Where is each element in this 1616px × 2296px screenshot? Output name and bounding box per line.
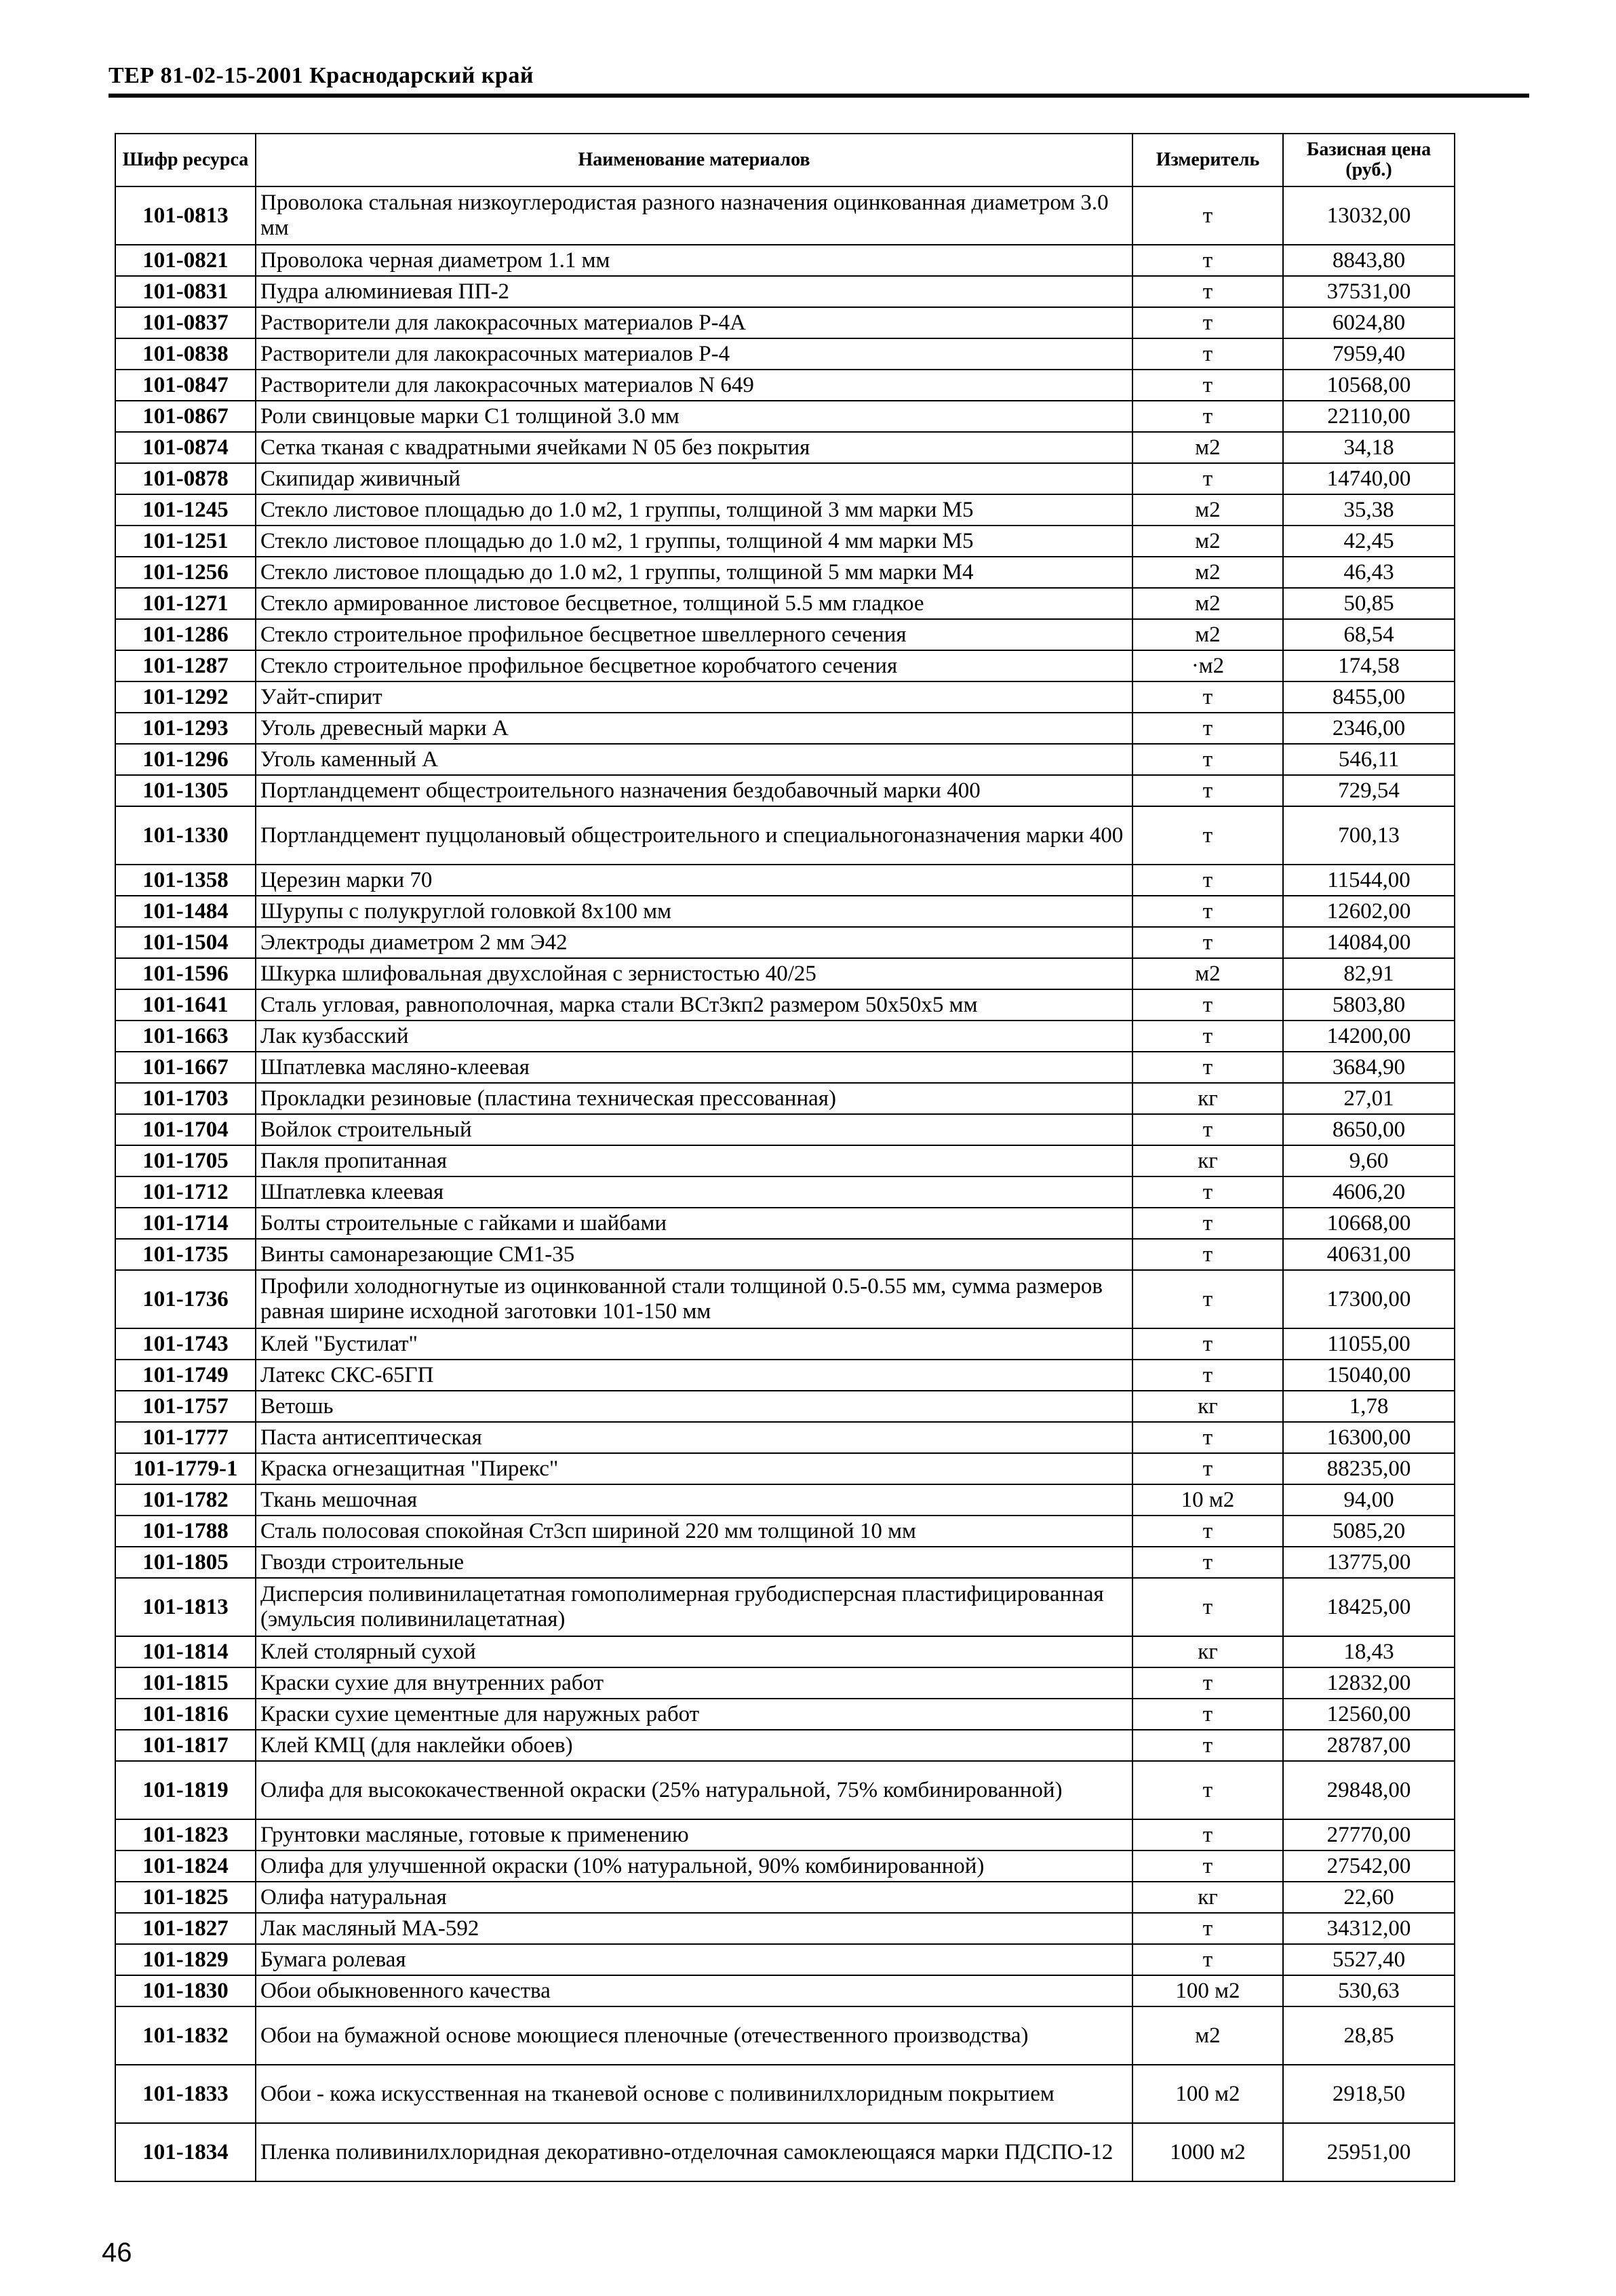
price-cell: 28787,00 <box>1283 1730 1455 1761</box>
code-cell: 101-1296 <box>115 744 256 775</box>
unit-cell: т <box>1132 370 1283 401</box>
unit-cell: 10 м2 <box>1132 1484 1283 1516</box>
code-cell: 101-1596 <box>115 958 256 989</box>
table-row <box>115 1484 1455 1516</box>
unit-cell: т <box>1132 1578 1283 1636</box>
name-cell: Паста антисептическая <box>256 1422 1132 1453</box>
name-cell: Прокладки резиновые (пластина техническая прессованная) <box>256 1083 1132 1114</box>
price-cell: 11055,00 <box>1283 1328 1455 1360</box>
unit-cell: т <box>1132 775 1283 806</box>
name-cell: Олифа натуральная <box>256 1882 1132 1913</box>
price-cell: 10668,00 <box>1283 1208 1455 1239</box>
table-row <box>115 713 1455 744</box>
code-cell: 101-0813 <box>115 186 256 245</box>
code-cell: 101-1817 <box>115 1730 256 1761</box>
unit-cell: т <box>1132 1819 1283 1850</box>
unit-cell: т <box>1132 1114 1283 1145</box>
price-cell: 6024,80 <box>1283 307 1455 338</box>
code-cell: 101-0837 <box>115 307 256 338</box>
code-cell: 101-1749 <box>115 1360 256 1391</box>
code-cell: 101-1667 <box>115 1052 256 1083</box>
price-cell: 46,43 <box>1283 557 1455 588</box>
table-row <box>115 989 1455 1021</box>
name-cell: Сталь полосовая спокойная Ст3сп шириной 220 мм толщиной 10 мм <box>256 1516 1132 1547</box>
code-cell: 101-1743 <box>115 1328 256 1360</box>
code-cell: 101-1251 <box>115 526 256 557</box>
price-cell: 729,54 <box>1283 775 1455 806</box>
price-cell: 68,54 <box>1283 619 1455 650</box>
code-cell: 101-0821 <box>115 245 256 276</box>
unit-cell: т <box>1132 307 1283 338</box>
table-row <box>115 338 1455 370</box>
table-row <box>115 1083 1455 1114</box>
price-cell: 14084,00 <box>1283 927 1455 958</box>
price-cell: 12560,00 <box>1283 1699 1455 1730</box>
name-cell: Олифа для высококачественной окраски (25% натуральной, 75% комбинированной) <box>256 1761 1132 1819</box>
name-cell: Портландцемент общестроительного назначения бездобавочный марки 400 <box>256 775 1132 806</box>
table-row <box>115 557 1455 588</box>
price-cell: 34,18 <box>1283 432 1455 463</box>
table-row <box>115 245 1455 276</box>
unit-cell: т <box>1132 1516 1283 1547</box>
price-cell: 7959,40 <box>1283 338 1455 370</box>
unit-cell: кг <box>1132 1636 1283 1667</box>
name-cell: Пудра алюминиевая ПП-2 <box>256 276 1132 307</box>
code-cell: 101-1292 <box>115 681 256 713</box>
table-row <box>115 1667 1455 1699</box>
table-row <box>115 276 1455 307</box>
table-row <box>115 1453 1455 1484</box>
code-cell: 101-1358 <box>115 865 256 896</box>
name-cell: Стекло листовое площадью до 1.0 м2, 1 группы, толщиной 3 мм марки М5 <box>256 494 1132 526</box>
price-cell: 27770,00 <box>1283 1819 1455 1850</box>
name-cell: Бумага ролевая <box>256 1944 1132 1975</box>
table-row <box>115 1850 1455 1882</box>
unit-cell: м2 <box>1132 432 1283 463</box>
code-cell: 101-0847 <box>115 370 256 401</box>
price-cell: 40631,00 <box>1283 1239 1455 1270</box>
name-cell: Электроды диаметром 2 мм Э42 <box>256 927 1132 958</box>
unit-cell: 100 м2 <box>1132 2065 1283 2123</box>
name-cell: Ветошь <box>256 1391 1132 1422</box>
code-cell: 101-1833 <box>115 2065 256 2123</box>
price-cell: 3684,90 <box>1283 1052 1455 1083</box>
price-cell: 42,45 <box>1283 526 1455 557</box>
unit-cell: т <box>1132 1761 1283 1819</box>
name-cell: Уголь древесный марки А <box>256 713 1132 744</box>
code-cell: 101-1712 <box>115 1176 256 1208</box>
code-cell: 101-1293 <box>115 713 256 744</box>
table-body <box>115 186 1455 2181</box>
unit-cell: т <box>1132 1913 1283 1944</box>
code-cell: 101-1757 <box>115 1391 256 1422</box>
unit-cell: т <box>1132 1453 1283 1484</box>
name-cell: Обои - кожа искусственная на тканевой основе с поливинилхлоридным покрытием <box>256 2065 1132 2123</box>
code-cell: 101-1823 <box>115 1819 256 1850</box>
code-cell: 101-1705 <box>115 1145 256 1176</box>
code-cell: 101-1779-1 <box>115 1453 256 1484</box>
table-row <box>115 2123 1455 2181</box>
name-cell: Уайт-спирит <box>256 681 1132 713</box>
unit-cell: т <box>1132 806 1283 865</box>
price-cell: 27542,00 <box>1283 1850 1455 1882</box>
price-cell: 5085,20 <box>1283 1516 1455 1547</box>
code-cell: 101-1736 <box>115 1270 256 1328</box>
code-cell: 101-0878 <box>115 463 256 494</box>
code-cell: 101-1832 <box>115 2006 256 2065</box>
code-cell: 101-1782 <box>115 1484 256 1516</box>
table-row <box>115 744 1455 775</box>
table-row <box>115 1819 1455 1850</box>
code-cell: 101-1663 <box>115 1021 256 1052</box>
name-cell: Грунтовки масляные, готовые к применению <box>256 1819 1132 1850</box>
price-cell: 2346,00 <box>1283 713 1455 744</box>
unit-cell: т <box>1132 1422 1283 1453</box>
table-row <box>115 463 1455 494</box>
price-cell: 11544,00 <box>1283 865 1455 896</box>
name-cell: Винты самонарезающие СМ1-35 <box>256 1239 1132 1270</box>
unit-cell: м2 <box>1132 2006 1283 2065</box>
name-cell: Уголь каменный А <box>256 744 1132 775</box>
unit-cell: м2 <box>1132 958 1283 989</box>
name-cell: Скипидар живичный <box>256 463 1132 494</box>
code-cell: 101-1829 <box>115 1944 256 1975</box>
code-cell: 101-1641 <box>115 989 256 1021</box>
table-row <box>115 1360 1455 1391</box>
table-row <box>115 1391 1455 1422</box>
table-row <box>115 958 1455 989</box>
price-cell: 34312,00 <box>1283 1913 1455 1944</box>
price-cell: 88235,00 <box>1283 1453 1455 1484</box>
price-cell: 18,43 <box>1283 1636 1455 1667</box>
code-cell: 101-1287 <box>115 650 256 681</box>
price-cell: 27,01 <box>1283 1083 1455 1114</box>
name-cell: Шурупы с полукруглой головкой 8х100 мм <box>256 896 1132 927</box>
unit-cell: м2 <box>1132 619 1283 650</box>
code-cell: 101-1735 <box>115 1239 256 1270</box>
header-rule <box>109 94 1529 98</box>
name-cell: Ткань мешочная <box>256 1484 1132 1516</box>
column-header-name: Наименование материалов <box>256 134 1132 186</box>
price-cell: 82,91 <box>1283 958 1455 989</box>
unit-cell: кг <box>1132 1391 1283 1422</box>
unit-cell: т <box>1132 927 1283 958</box>
code-cell: 101-1815 <box>115 1667 256 1699</box>
name-cell: Латекс СКС-65ГП <box>256 1360 1132 1391</box>
code-cell: 101-1256 <box>115 557 256 588</box>
name-cell: Профили холодногнутые из оцинкованной стали толщиной 0.5-0.55 мм, сумма размеров равная ширине исходной заготовки 101-150 мм <box>256 1270 1132 1328</box>
name-cell: Войлок строительный <box>256 1114 1132 1145</box>
name-cell: Растворители для лакокрасочных материалов Р-4А <box>256 307 1132 338</box>
code-cell: 101-1788 <box>115 1516 256 1547</box>
unit-cell: т <box>1132 1699 1283 1730</box>
name-cell: Шкурка шлифовальная двухслойная с зернистостью 40/25 <box>256 958 1132 989</box>
unit-cell: т <box>1132 1021 1283 1052</box>
code-cell: 101-1714 <box>115 1208 256 1239</box>
unit-cell: т <box>1132 1944 1283 1975</box>
unit-cell: ·м2 <box>1132 650 1283 681</box>
name-cell: Клей "Бустилат" <box>256 1328 1132 1360</box>
unit-cell: кг <box>1132 1145 1283 1176</box>
name-cell: Проволока черная диаметром 1.1 мм <box>256 245 1132 276</box>
price-cell: 5803,80 <box>1283 989 1455 1021</box>
name-cell: Пакля пропитанная <box>256 1145 1132 1176</box>
price-cell: 25951,00 <box>1283 2123 1455 2181</box>
price-cell: 12602,00 <box>1283 896 1455 927</box>
unit-cell: т <box>1132 463 1283 494</box>
unit-cell: т <box>1132 1328 1283 1360</box>
table-row <box>115 1114 1455 1145</box>
page-header <box>109 62 1533 90</box>
column-header-price: Базисная цена (руб.) <box>1283 134 1455 186</box>
table-row <box>115 1761 1455 1819</box>
name-cell: Стекло листовое площадью до 1.0 м2, 1 группы, толщиной 5 мм марки М4 <box>256 557 1132 588</box>
name-cell: Лак кузбасский <box>256 1021 1132 1052</box>
code-cell: 101-1305 <box>115 775 256 806</box>
price-cell: 700,13 <box>1283 806 1455 865</box>
table-row <box>115 1270 1455 1328</box>
table-row <box>115 927 1455 958</box>
code-cell: 101-1330 <box>115 806 256 865</box>
table-row <box>115 370 1455 401</box>
table-row <box>115 1422 1455 1453</box>
price-cell: 8843,80 <box>1283 245 1455 276</box>
unit-cell: т <box>1132 1667 1283 1699</box>
unit-cell: т <box>1132 713 1283 744</box>
name-cell: Сталь угловая, равнополочная, марка стали ВСт3кп2 размером 50х50х5 мм <box>256 989 1132 1021</box>
code-cell: 101-1834 <box>115 2123 256 2181</box>
code-cell: 101-1819 <box>115 1761 256 1819</box>
price-cell: 12832,00 <box>1283 1667 1455 1699</box>
name-cell: Клей КМЦ (для наклейки обоев) <box>256 1730 1132 1761</box>
table-row <box>115 1578 1455 1636</box>
unit-cell: т <box>1132 896 1283 927</box>
table-row <box>115 2065 1455 2123</box>
document-title: ТЕР 81-02-15-2001 Краснодарский край <box>109 63 534 88</box>
code-cell: 101-1286 <box>115 619 256 650</box>
name-cell: Сетка тканая с квадратными ячейками N 05 без покрытия <box>256 432 1132 463</box>
name-cell: Краски сухие цементные для наружных работ <box>256 1699 1132 1730</box>
table-row <box>115 1239 1455 1270</box>
table-row <box>115 2006 1455 2065</box>
table-row <box>115 619 1455 650</box>
price-cell: 35,38 <box>1283 494 1455 526</box>
table-row <box>115 1208 1455 1239</box>
unit-cell: т <box>1132 1270 1283 1328</box>
name-cell: Обои обыкновенного качества <box>256 1975 1132 2006</box>
unit-cell: т <box>1132 186 1283 245</box>
unit-cell: т <box>1132 1176 1283 1208</box>
price-cell: 530,63 <box>1283 1975 1455 2006</box>
name-cell: Роли свинцовые марки С1 толщиной 3.0 мм <box>256 401 1132 432</box>
unit-cell: т <box>1132 1239 1283 1270</box>
unit-cell: т <box>1132 989 1283 1021</box>
table-row <box>115 186 1455 245</box>
table-row <box>115 1052 1455 1083</box>
page-number: 46 <box>102 2238 132 2268</box>
table-row <box>115 526 1455 557</box>
unit-cell: кг <box>1132 1083 1283 1114</box>
code-cell: 101-1830 <box>115 1975 256 2006</box>
table-row <box>115 775 1455 806</box>
price-cell: 13032,00 <box>1283 186 1455 245</box>
name-cell: Лак масляный МА-592 <box>256 1913 1132 1944</box>
name-cell: Краски сухие для внутренних работ <box>256 1667 1132 1699</box>
price-cell: 16300,00 <box>1283 1422 1455 1453</box>
table-row <box>115 401 1455 432</box>
name-cell: Церезин марки 70 <box>256 865 1132 896</box>
unit-cell: т <box>1132 1730 1283 1761</box>
code-cell: 101-0867 <box>115 401 256 432</box>
unit-cell: 1000 м2 <box>1132 2123 1283 2181</box>
price-cell: 1,78 <box>1283 1391 1455 1422</box>
materials-table <box>115 133 1455 2182</box>
column-header-unit: Измеритель <box>1132 134 1283 186</box>
name-cell: Олифа для улучшенной окраски (10% натуральной, 90% комбинированной) <box>256 1850 1132 1882</box>
table-row <box>115 1176 1455 1208</box>
price-cell: 22,60 <box>1283 1882 1455 1913</box>
price-cell: 28,85 <box>1283 2006 1455 2065</box>
code-cell: 101-0874 <box>115 432 256 463</box>
price-cell: 174,58 <box>1283 650 1455 681</box>
code-cell: 101-1704 <box>115 1114 256 1145</box>
price-cell: 14200,00 <box>1283 1021 1455 1052</box>
unit-cell: м2 <box>1132 526 1283 557</box>
name-cell: Стекло строительное профильное бесцветное коробчатого сечения <box>256 650 1132 681</box>
table-row <box>115 806 1455 865</box>
price-cell: 8650,00 <box>1283 1114 1455 1145</box>
price-cell: 546,11 <box>1283 744 1455 775</box>
name-cell: Краска огнезащитная "Пирекс" <box>256 1453 1132 1484</box>
unit-cell: т <box>1132 681 1283 713</box>
table-row <box>115 1516 1455 1547</box>
name-cell: Болты строительные с гайками и шайбами <box>256 1208 1132 1239</box>
price-cell: 29848,00 <box>1283 1761 1455 1819</box>
unit-cell: м2 <box>1132 557 1283 588</box>
table-row <box>115 865 1455 896</box>
code-cell: 101-0831 <box>115 276 256 307</box>
table-row <box>115 1730 1455 1761</box>
code-cell: 101-1271 <box>115 588 256 619</box>
name-cell: Портландцемент пуццолановый общестроительного и специальногоназначения марки 400 <box>256 806 1132 865</box>
price-cell: 14740,00 <box>1283 463 1455 494</box>
name-cell: Стекло армированное листовое бесцветное, толщиной 5.5 мм гладкое <box>256 588 1132 619</box>
unit-cell: м2 <box>1132 588 1283 619</box>
code-cell: 101-1827 <box>115 1913 256 1944</box>
price-cell: 17300,00 <box>1283 1270 1455 1328</box>
code-cell: 101-1484 <box>115 896 256 927</box>
table-row <box>115 1975 1455 2006</box>
price-cell: 22110,00 <box>1283 401 1455 432</box>
name-cell: Шпатлевка клеевая <box>256 1176 1132 1208</box>
table-row <box>115 1547 1455 1578</box>
table-row <box>115 1328 1455 1360</box>
table-row <box>115 494 1455 526</box>
unit-cell: т <box>1132 1547 1283 1578</box>
name-cell: Стекло строительное профильное бесцветное швеллерного сечения <box>256 619 1132 650</box>
code-cell: 101-1245 <box>115 494 256 526</box>
price-cell: 9,60 <box>1283 1145 1455 1176</box>
name-cell: Стекло листовое площадью до 1.0 м2, 1 группы, толщиной 4 мм марки М5 <box>256 526 1132 557</box>
name-cell: Шпатлевка масляно-клеевая <box>256 1052 1132 1083</box>
table-row <box>115 1145 1455 1176</box>
price-cell: 2918,50 <box>1283 2065 1455 2123</box>
price-cell: 8455,00 <box>1283 681 1455 713</box>
table-row <box>115 1913 1455 1944</box>
unit-cell: т <box>1132 245 1283 276</box>
unit-cell: м2 <box>1132 494 1283 526</box>
code-cell: 101-1825 <box>115 1882 256 1913</box>
name-cell: Растворители для лакокрасочных материалов N 649 <box>256 370 1132 401</box>
name-cell: Дисперсия поливинилацетатная гомополимерная грубодисперсная пластифицированная (эмульсия поливинилацетатная) <box>256 1578 1132 1636</box>
table-row <box>115 588 1455 619</box>
code-cell: 101-1703 <box>115 1083 256 1114</box>
unit-cell: т <box>1132 401 1283 432</box>
price-cell: 5527,40 <box>1283 1944 1455 1975</box>
unit-cell: т <box>1132 744 1283 775</box>
table-row <box>115 432 1455 463</box>
name-cell: Гвозди строительные <box>256 1547 1132 1578</box>
unit-cell: кг <box>1132 1882 1283 1913</box>
code-cell: 101-1805 <box>115 1547 256 1578</box>
table-row <box>115 1636 1455 1667</box>
price-cell: 94,00 <box>1283 1484 1455 1516</box>
unit-cell: т <box>1132 1208 1283 1239</box>
table-row <box>115 650 1455 681</box>
price-cell: 15040,00 <box>1283 1360 1455 1391</box>
name-cell: Обои на бумажной основе моющиеся пленочные (отечественного производства) <box>256 2006 1132 2065</box>
code-cell: 101-0838 <box>115 338 256 370</box>
unit-cell: т <box>1132 276 1283 307</box>
price-cell: 4606,20 <box>1283 1176 1455 1208</box>
code-cell: 101-1816 <box>115 1699 256 1730</box>
price-cell: 10568,00 <box>1283 370 1455 401</box>
table-row <box>115 1021 1455 1052</box>
table-row <box>115 681 1455 713</box>
table-row <box>115 1882 1455 1913</box>
code-cell: 101-1814 <box>115 1636 256 1667</box>
table-row <box>115 1944 1455 1975</box>
code-cell: 101-1777 <box>115 1422 256 1453</box>
name-cell: Клей столярный сухой <box>256 1636 1132 1667</box>
table-header-row <box>115 134 1455 186</box>
table-row <box>115 896 1455 927</box>
table-row <box>115 1699 1455 1730</box>
name-cell: Растворители для лакокрасочных материалов Р-4 <box>256 338 1132 370</box>
code-cell: 101-1813 <box>115 1578 256 1636</box>
unit-cell: т <box>1132 338 1283 370</box>
price-cell: 37531,00 <box>1283 276 1455 307</box>
table-row <box>115 307 1455 338</box>
code-cell: 101-1824 <box>115 1850 256 1882</box>
unit-cell: т <box>1132 865 1283 896</box>
unit-cell: т <box>1132 1360 1283 1391</box>
unit-cell: 100 м2 <box>1132 1975 1283 2006</box>
price-cell: 13775,00 <box>1283 1547 1455 1578</box>
unit-cell: т <box>1132 1052 1283 1083</box>
name-cell: Проволока стальная низкоуглеродистая разного назначения оцинкованная диаметром 3.0 мм <box>256 186 1132 245</box>
price-cell: 18425,00 <box>1283 1578 1455 1636</box>
code-cell: 101-1504 <box>115 927 256 958</box>
column-header-code: Шифр ресурса <box>115 134 256 186</box>
unit-cell: т <box>1132 1850 1283 1882</box>
price-cell: 50,85 <box>1283 588 1455 619</box>
name-cell: Пленка поливинилхлоридная декоративно-отделочная самоклеющаяся марки ПДСПО-12 <box>256 2123 1132 2181</box>
